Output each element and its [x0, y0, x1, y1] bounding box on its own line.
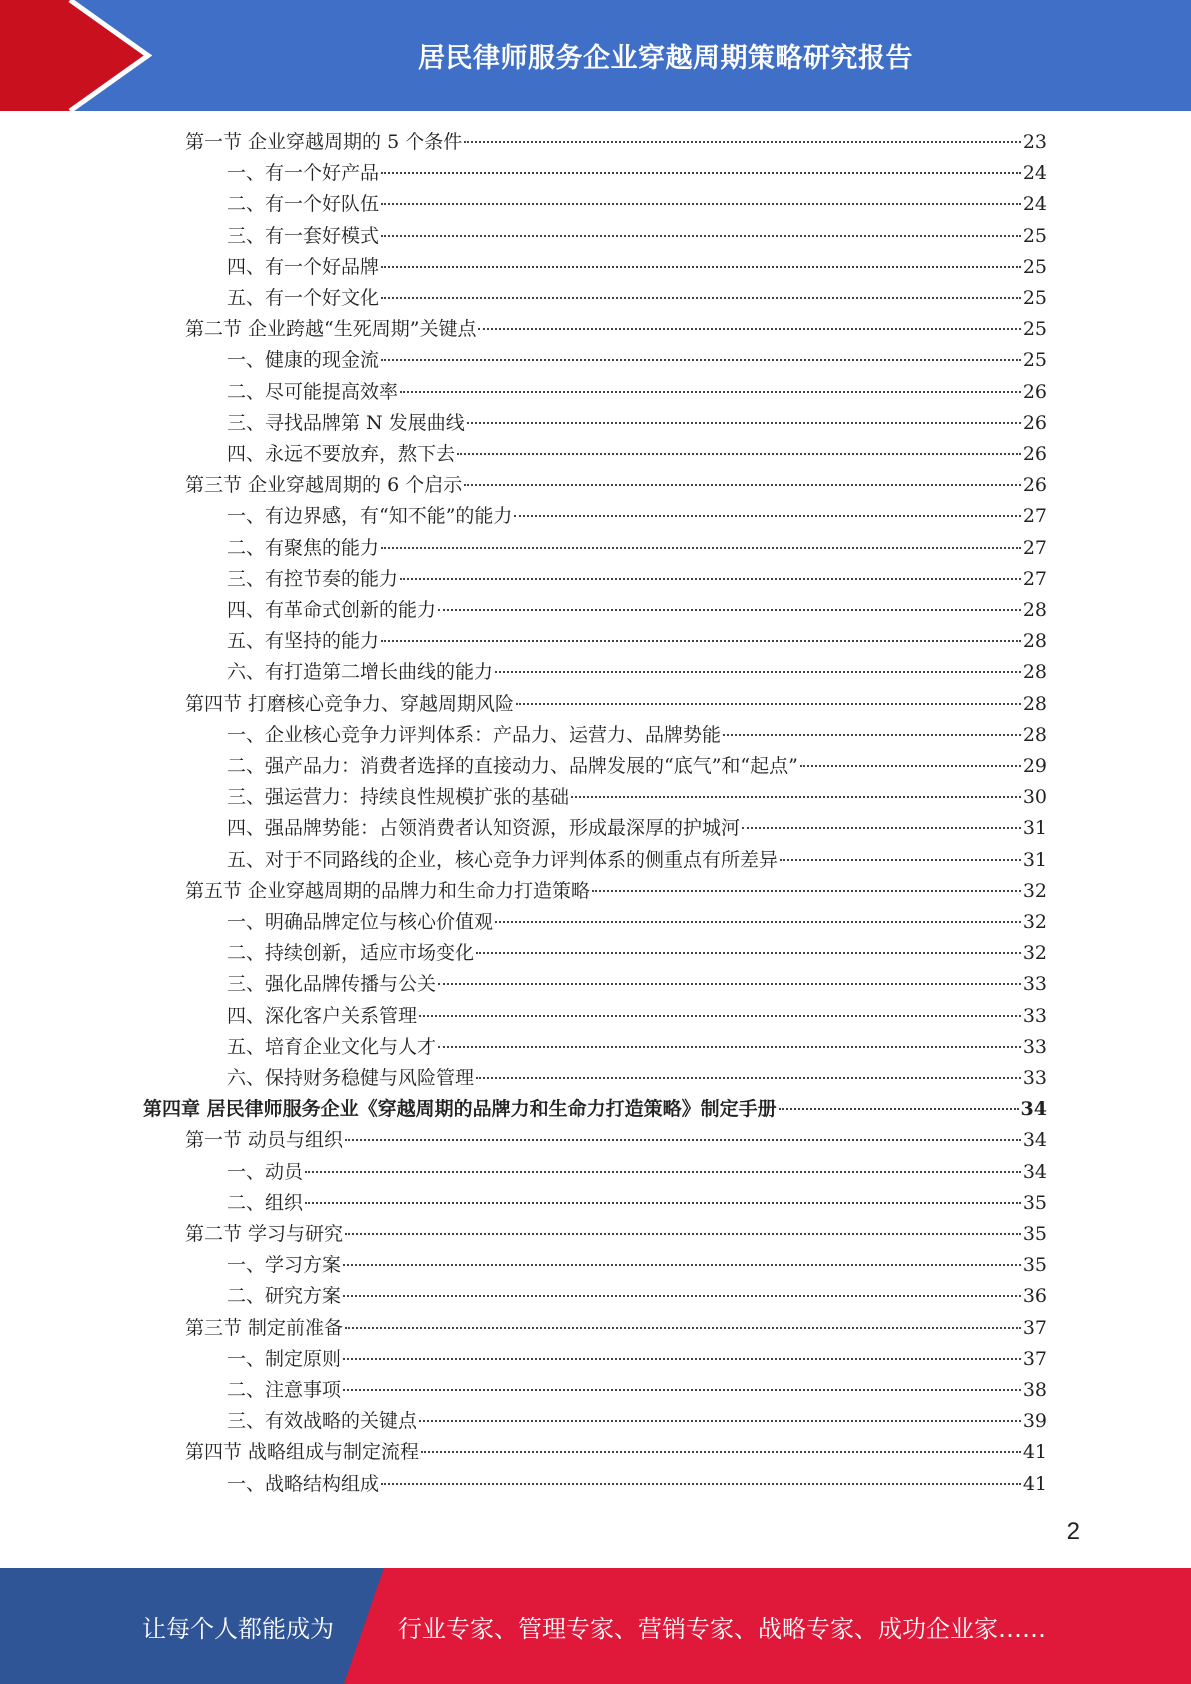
toc-entry-page: 37 [1022, 1347, 1047, 1370]
toc-entry-page: 35 [1022, 1223, 1047, 1245]
toc-entry-page: 28 [1022, 630, 1047, 653]
toc-entry-title: 五、培育企业文化与人才 [227, 1035, 437, 1058]
toc-entry-title: 二、持续创新，适应市场变化 [227, 942, 475, 965]
toc-entry-title: 五、有坚持的能力 [227, 630, 380, 653]
toc-entry-page: 34 [1022, 1160, 1047, 1183]
toc-dot-leader [345, 1139, 1021, 1141]
toc-entry-section[interactable] [185, 1125, 1047, 1156]
toc-dot-leader [381, 359, 1021, 361]
toc-dot-leader [343, 1295, 1021, 1297]
toc-entry-item[interactable] [227, 1406, 1047, 1437]
toc-entry-page: 25 [1022, 349, 1047, 372]
toc-dot-leader [343, 1264, 1021, 1266]
toc-dot-leader [400, 578, 1021, 580]
toc-entry-page: 25 [1022, 255, 1047, 278]
toc-entry-page: 33 [1022, 973, 1047, 996]
toc-entry-page: 25 [1022, 224, 1047, 247]
toc-entry-item[interactable] [227, 938, 1047, 969]
toc-entry-item[interactable] [227, 221, 1047, 252]
toc-entry-page: 27 [1022, 567, 1047, 590]
toc-entry-title: 二、有聚焦的能力 [227, 536, 380, 559]
toc-entry-page: 33 [1022, 1067, 1047, 1089]
toc-dot-leader [343, 1358, 1021, 1360]
toc-dot-leader [419, 1015, 1021, 1017]
toc-entry-title: 第二节 学习与研究 [185, 1223, 344, 1245]
toc-entry-page: 23 [1022, 131, 1047, 153]
toc-dot-leader [780, 859, 1021, 861]
toc-entry-page: 24 [1022, 162, 1047, 185]
toc-entry-section[interactable] [185, 470, 1047, 501]
header-arrow-decoration [0, 0, 160, 111]
toc-entry-title: 六、保持财务稳健与风险管理 [227, 1067, 475, 1089]
toc-dot-leader [723, 734, 1021, 736]
toc-entry-section[interactable] [185, 1219, 1047, 1250]
toc-entry-item[interactable] [227, 969, 1047, 1000]
toc-entry-page: 25 [1022, 287, 1047, 309]
toc-dot-leader [800, 765, 1021, 767]
page-header [0, 0, 1191, 111]
toc-dot-leader [381, 266, 1021, 268]
toc-entry-page: 31 [1022, 848, 1047, 871]
toc-entry-page: 29 [1022, 755, 1047, 777]
toc-entry-item[interactable] [227, 252, 1047, 283]
toc-entry-item[interactable] [227, 845, 1047, 876]
toc-entry-title: 三、有效战略的关键点 [227, 1410, 418, 1433]
toc-dot-leader [478, 328, 1020, 330]
toc-entry-item[interactable] [227, 1469, 1047, 1500]
toc-entry-page: 26 [1022, 474, 1047, 497]
toc-entry-item[interactable] [227, 813, 1047, 844]
toc-dot-leader [464, 484, 1021, 486]
toc-dot-leader [438, 1046, 1021, 1048]
toc-dot-leader [305, 1202, 1021, 1204]
toc-entry-item[interactable] [227, 564, 1047, 595]
toc-dot-leader [438, 609, 1021, 611]
toc-entry-title: 一、健康的现金流 [227, 349, 380, 372]
toc-entry-page: 34 [1022, 1129, 1047, 1152]
toc-entry-page: 33 [1022, 1035, 1047, 1058]
toc-entry-title: 三、有控节奏的能力 [227, 567, 399, 590]
toc-entry-section[interactable] [185, 689, 1047, 720]
toc-entry-item[interactable] [227, 439, 1047, 470]
toc-dot-leader [421, 1451, 1021, 1453]
toc-entry-page: 37 [1022, 1316, 1047, 1339]
toc-entry-page: 39 [1022, 1410, 1047, 1433]
toc-entry-item[interactable] [227, 1188, 1047, 1219]
toc-entry-item[interactable] [227, 1281, 1047, 1312]
toc-dot-leader [592, 890, 1021, 892]
footer-slogan-roles: 行业专家、管理专家、营销专家、战略专家、成功企业家…… [398, 1614, 1046, 1643]
toc-entry-page: 24 [1022, 193, 1047, 216]
toc-entry-page: 41 [1022, 1441, 1047, 1464]
toc-entry-page: 35 [1022, 1191, 1047, 1214]
toc-entry-title: 一、学习方案 [227, 1254, 342, 1277]
toc-entry-item[interactable] [227, 626, 1047, 657]
toc-entry-item[interactable] [227, 189, 1047, 220]
toc-entry-title: 一、战略结构组成 [227, 1472, 380, 1495]
toc-entry-title: 第四节 打磨核心竞争力、穿越周期风险 [185, 692, 515, 715]
toc-dot-leader [495, 921, 1021, 923]
toc-dot-leader [381, 547, 1021, 549]
page-number: 2 [1066, 1518, 1080, 1545]
toc-entry-item[interactable] [227, 377, 1047, 408]
toc-entry-title: 二、尽可能提高效率 [227, 380, 399, 403]
toc-entry-page: 30 [1022, 786, 1047, 809]
toc-dot-leader [345, 1327, 1021, 1329]
toc-entry-page: 35 [1022, 1254, 1047, 1277]
toc-dot-leader [467, 422, 1021, 424]
toc-entry-title: 六、有打造第二增长曲线的能力 [227, 661, 494, 684]
toc-dot-leader [343, 1389, 1021, 1391]
toc-entry-page: 31 [1022, 817, 1047, 840]
toc-entry-item[interactable] [227, 907, 1047, 938]
toc-entry-item[interactable] [227, 782, 1047, 813]
toc-dot-leader [571, 796, 1021, 798]
toc-dot-leader [457, 453, 1021, 455]
toc-dot-leader [438, 983, 1021, 985]
toc-dot-leader [516, 703, 1021, 705]
toc-entry-title: 四、永远不要放弃，熬下去 [227, 443, 456, 465]
toc-entry-title: 第一节 企业穿越周期的 5 个条件 [185, 131, 463, 153]
toc-entry-item[interactable] [227, 501, 1047, 532]
toc-entry-title: 四、深化客户关系管理 [227, 1004, 418, 1027]
toc-entry-section[interactable] [185, 314, 1047, 345]
toc-dot-leader [476, 1077, 1021, 1079]
toc-entry-title: 四、有一个好品牌 [227, 255, 380, 278]
toc-entry-title: 第三节 企业穿越周期的 6 个启示 [185, 474, 463, 497]
toc-entry-page: 26 [1022, 411, 1047, 434]
toc-entry-title: 第四章 居民律师服务企业《穿越周期的品牌力和生命力打造策略》制定手册 [143, 1098, 777, 1121]
toc-entry-page: 28 [1022, 599, 1047, 621]
toc-entry-section[interactable] [185, 1437, 1047, 1468]
toc-entry-item[interactable] [227, 1157, 1047, 1188]
toc-entry-page: 27 [1022, 505, 1047, 528]
toc-entry-title: 三、寻找品牌第 N 发展曲线 [227, 411, 465, 434]
toc-entry-page: 26 [1022, 443, 1047, 465]
toc-dot-leader [514, 515, 1020, 517]
toc-entry-page: 28 [1022, 692, 1047, 715]
toc-entry-item[interactable] [227, 158, 1047, 189]
toc-entry-title: 四、有革命式创新的能力 [227, 599, 437, 621]
toc-entry-chapter[interactable] [143, 1094, 1047, 1125]
toc-dot-leader [305, 1171, 1021, 1173]
toc-dot-leader [381, 235, 1021, 237]
toc-entry-item[interactable] [227, 345, 1047, 376]
toc-entry-title: 第三节 制定前准备 [185, 1316, 344, 1339]
toc-entry-item[interactable] [227, 283, 1047, 314]
toc-dot-leader [400, 391, 1021, 393]
toc-entry-item[interactable] [227, 408, 1047, 439]
toc-entry-title: 第五节 企业穿越周期的品牌力和生命力打造策略 [185, 879, 591, 902]
toc-entry-title: 二、研究方案 [227, 1285, 342, 1308]
page-footer [0, 1568, 1191, 1684]
toc-entry-item[interactable] [227, 1375, 1047, 1406]
toc-entry-item[interactable] [227, 1032, 1047, 1063]
toc-entry-section[interactable] [185, 127, 1047, 158]
toc-entry-page: 28 [1022, 723, 1047, 746]
toc-entry-item[interactable] [227, 1063, 1047, 1094]
toc-entry-item[interactable] [227, 533, 1047, 564]
toc-dot-leader [345, 1233, 1021, 1235]
toc-entry-page: 38 [1022, 1379, 1047, 1401]
toc-entry-page: 25 [1022, 318, 1047, 341]
toc-entry-title: 三、强运营力：持续良性规模扩张的基础 [227, 786, 570, 809]
footer-slogan-lead: 让每个人都能成为 [142, 1614, 334, 1643]
toc-entry-title: 一、有边界感，有“知不能”的能力 [227, 505, 513, 528]
toc-dot-leader [381, 172, 1021, 174]
toc-entry-title: 一、明确品牌定位与核心价值观 [227, 911, 494, 933]
toc-entry-item[interactable] [227, 751, 1047, 782]
toc-entry-title: 一、企业核心竞争力评判体系：产品力、运营力、品牌势能 [227, 723, 722, 746]
toc-entry-section[interactable] [185, 876, 1047, 907]
toc-entry-page: 32 [1022, 942, 1047, 965]
toc-entry-item[interactable] [227, 657, 1047, 688]
toc-entry-page: 33 [1022, 1004, 1047, 1027]
toc-entry-page: 26 [1022, 380, 1047, 403]
toc-dot-leader [495, 671, 1021, 673]
toc-entry-title: 五、有一个好文化 [227, 287, 380, 309]
toc-entry-title: 三、有一套好模式 [227, 224, 380, 247]
toc-entry-item[interactable] [227, 1250, 1047, 1281]
toc-dot-leader [419, 1420, 1021, 1422]
toc-entry-page: 27 [1022, 536, 1047, 559]
toc-dot-leader [464, 141, 1021, 143]
toc-entry-page: 34 [1020, 1098, 1047, 1121]
toc-dot-leader [742, 827, 1021, 829]
toc-dot-leader [381, 297, 1021, 299]
toc-entry-title: 第一节 动员与组织 [185, 1129, 344, 1152]
toc-entry-title: 一、制定原则 [227, 1347, 342, 1370]
toc-entry-title: 二、注意事项 [227, 1379, 342, 1401]
toc-entry-title: 二、组织 [227, 1191, 304, 1214]
toc-entry-section[interactable] [185, 1313, 1047, 1344]
toc-dot-leader [779, 1108, 1019, 1110]
toc-entry-title: 一、动员 [227, 1160, 304, 1183]
toc-entry-item[interactable] [227, 720, 1047, 751]
toc-entry-page: 28 [1022, 661, 1047, 684]
toc-entry-title: 二、有一个好队伍 [227, 193, 380, 216]
toc-entry-page: 32 [1022, 879, 1047, 902]
toc-entry-page: 41 [1022, 1472, 1047, 1495]
toc-entry-title: 五、对于不同路线的企业，核心竞争力评判体系的侧重点有所差异 [227, 848, 779, 871]
toc-entry-page: 36 [1022, 1285, 1047, 1308]
toc-entry-title: 一、有一个好产品 [227, 162, 380, 185]
toc-entry-item[interactable] [227, 595, 1047, 626]
toc-entry-title: 四、强品牌势能：占领消费者认知资源，形成最深厚的护城河 [227, 817, 741, 840]
toc-dot-leader [381, 203, 1021, 205]
toc-entry-item[interactable] [227, 1344, 1047, 1375]
toc-dot-leader [381, 640, 1021, 642]
toc-dot-leader [476, 952, 1021, 954]
toc-dot-leader [381, 1483, 1021, 1485]
toc-entry-title: 二、强产品力：消费者选择的直接动力、品牌发展的“底气”和“起点” [227, 755, 798, 777]
toc-entry-title: 三、强化品牌传播与公关 [227, 973, 437, 996]
toc-entry-page: 32 [1022, 911, 1047, 933]
report-title: 居民律师服务企业穿越周期策略研究报告 [418, 43, 913, 74]
toc-entry-item[interactable] [227, 1001, 1047, 1032]
toc-entry-title: 第二节 企业跨越“生死周期”关键点 [185, 318, 477, 341]
toc-entry-title: 第四节 战略组成与制定流程 [185, 1441, 420, 1464]
